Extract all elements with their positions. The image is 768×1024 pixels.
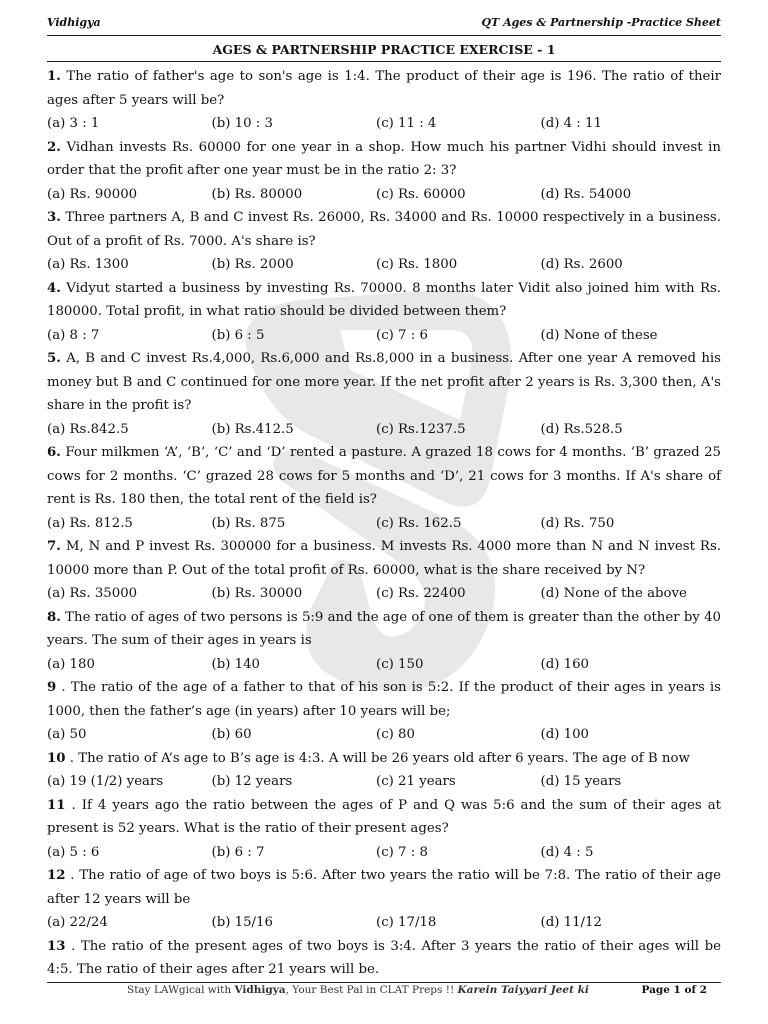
option-a: (a) 3 : 1 [47, 116, 100, 131]
options-row [47, 723, 721, 747]
option-a: (a) Rs. 812.5 [47, 515, 133, 531]
question-11 [47, 794, 721, 841]
option-b: (b) Rs. 875 [211, 515, 286, 531]
question-9 [47, 676, 721, 723]
question-number: 8. [47, 609, 61, 625]
option-d: (d) Rs.528.5 [540, 421, 623, 437]
question-text: The ratio of father's age to son's age is 1:4. The product of their age is 196. The ratio of their ages after 5 years will be? [47, 69, 721, 108]
option-b: (b) Rs.412.5 [211, 421, 294, 437]
header-brand: Vidhigya [47, 16, 101, 29]
option-a: (a) 5 : 6 [47, 844, 100, 860]
option-b: (b) Rs. 2000 [211, 257, 294, 272]
option-b: (b) 12 years [211, 774, 293, 789]
option-c: (c) 7 : 6 [376, 327, 428, 343]
question-text: . The ratio of A’s age to B’s age is 4:3. A will be 26 years old after 6 years. The age of B now [69, 750, 690, 766]
page-number: Page 1 of 2 [641, 984, 707, 996]
options-row [47, 324, 721, 348]
question-text: Vidhan invests Rs. 60000 for one year in a shop. How much his partner Vidhi should invest in order that the profit after one year must be in the ratio 2: 3? [47, 139, 721, 178]
question-text: Three partners A, B and C invest Rs. 26000, Rs. 34000 and Rs. 10000 respectively in a business. Out of a profit of Rs. 7000. A's share is? [47, 210, 721, 249]
question-text: Vidyut started a business by investing Rs. 70000. 8 months later Vidit also joined him with Rs. 180000. Total profit, in what ratio should be divided between them? [47, 280, 721, 319]
options-row [47, 911, 721, 935]
option-d: (d) 4 : 11 [540, 116, 602, 131]
option-d: (d) Rs. 2600 [540, 257, 623, 272]
options-row [47, 653, 721, 677]
question-number: 12 [47, 868, 66, 883]
option-a: (a) Rs. 1300 [47, 257, 129, 272]
option-c: (c) 11 : 4 [376, 116, 437, 131]
option-a: (a) 180 [47, 656, 95, 672]
question-number: 6. [47, 445, 61, 460]
footer-divider [47, 982, 721, 983]
question-text: The ratio of ages of two persons is 5:9 and the age of one of them is greater than the other by 40 years. The sum of their ages in years is [47, 609, 722, 648]
option-b: (b) Rs. 80000 [211, 186, 303, 202]
options-row [47, 582, 721, 606]
option-c: (c) 21 years [376, 774, 456, 789]
footer [47, 984, 721, 998]
option-a: (a) Rs. 90000 [47, 186, 138, 202]
question-13 [47, 935, 721, 982]
option-d: (d) None of the above [540, 586, 687, 601]
option-d: (d) Rs. 54000 [540, 186, 632, 202]
question-text: . The ratio of the age of a father to that of his son is 5:2. If the product of their ages in years is 1000, then the father’s age (in years) after 10 years will be; [47, 680, 721, 719]
option-b: (b) 15/16 [211, 915, 273, 930]
option-c: (c) Rs. 60000 [376, 186, 466, 202]
option-b: (b) 10 : 3 [211, 116, 273, 131]
options-row [47, 183, 721, 207]
page-title: AGES & PARTNERSHIP PRACTICE EXERCISE - 1 [212, 42, 556, 57]
option-a: (a) 8 : 7 [47, 327, 100, 343]
option-b: (b) 6 : 5 [211, 327, 265, 343]
question-5 [47, 347, 721, 418]
header-sheet-title: QT Ages & Partnership -Practice Sheet [481, 16, 721, 29]
option-c: (c) Rs. 1800 [376, 257, 458, 272]
option-a: (a) Rs. 35000 [47, 586, 138, 601]
footer-tag-brand: Vidhigya [234, 984, 286, 996]
footer-tag-middle: , Your Best Pal in CLAT Preps !! [285, 984, 458, 996]
question-text: A, B and C invest Rs.4,000, Rs.6,000 and Rs.8,000 in a business. After one year A removed his money but B and C continued for one more year. If the net profit after 2 years is Rs. 3,300 then, A's share in the profit is? [47, 351, 721, 413]
question-text: Four milkmen ‘A’, ‘B’, ‘C’ and ‘D’ rented a pasture. A grazed 18 cows for 4 months. ‘B’ grazed 25 cows for 2 months. ‘C’ grazed 28 cows for 5 months and ‘D’, 21 cows for 3 months. If A's share of rent is Rs. 180 then, the total rent of the field is? [47, 445, 721, 507]
question-6 [47, 441, 721, 512]
question-8 [47, 606, 721, 653]
question-number: 1. [47, 69, 61, 84]
option-c: (c) 7 : 8 [376, 844, 428, 860]
option-b: (b) 6 : 7 [211, 844, 265, 860]
option-b: (b) 60 [211, 727, 252, 742]
question-2 [47, 136, 721, 183]
option-c: (c) Rs.1237.5 [376, 421, 466, 437]
question-number: 11 [47, 797, 66, 813]
question-number: 4. [47, 280, 61, 296]
option-b: (b) 140 [211, 656, 260, 672]
title-divider [47, 61, 721, 62]
question-number: 9 [47, 680, 57, 695]
option-a: (a) 19 (1/2) years [47, 774, 164, 789]
question-number: 13 [47, 938, 66, 954]
option-d: (d) 100 [540, 727, 589, 742]
footer-tag-prefix: Stay LAWgical with [127, 984, 235, 996]
option-c: (c) Rs. 162.5 [376, 515, 462, 531]
option-a: (a) 50 [47, 727, 87, 742]
question-1 [47, 65, 721, 112]
option-d: (d) 15 years [540, 774, 622, 789]
options-row [47, 512, 721, 536]
options-row [47, 253, 721, 277]
question-3 [47, 206, 721, 253]
options-row [47, 770, 721, 794]
question-number: 7. [47, 539, 61, 554]
option-c: (c) 17/18 [376, 915, 437, 930]
options-row [47, 418, 721, 442]
question-7 [47, 535, 721, 582]
options-row [47, 112, 721, 136]
option-a: (a) Rs.842.5 [47, 421, 129, 437]
question-text: . The ratio of age of two boys is 5:6. After two years the ratio will be 7:8. The ratio of their age after 12 years will be [47, 868, 721, 907]
question-number: 5. [47, 351, 61, 366]
options-row [47, 841, 721, 865]
option-c: (c) 80 [376, 727, 415, 742]
option-b: (b) Rs. 30000 [211, 586, 303, 601]
question-number: 2. [47, 139, 61, 155]
option-d: (d) Rs. 750 [540, 515, 615, 531]
question-text: M, N and P invest Rs. 300000 for a business. M invests Rs. 4000 more than N and N invest Rs. 10000 more than P. Out of the total profit of Rs. 60000, what is the share received by N? [47, 539, 721, 578]
option-c: (c) 150 [376, 656, 424, 672]
footer-tagline [127, 984, 589, 996]
question-text: . If 4 years ago the ratio between the ages of P and Q was 5:6 and the sum of their ages at present is 52 years. What is the ratio of their present ages? [47, 797, 721, 836]
footer-tag-slogan: Karein Taiyyari Jeet ki [457, 984, 589, 996]
option-d: (d) 11/12 [540, 915, 602, 930]
option-c: (c) Rs. 22400 [376, 586, 466, 601]
question-list [47, 65, 721, 982]
option-d: (d) None of these [540, 327, 658, 343]
option-d: (d) 160 [540, 656, 589, 672]
option-d: (d) 4 : 5 [540, 844, 594, 860]
question-12 [47, 864, 721, 911]
question-4 [47, 277, 721, 324]
question-10 [47, 747, 721, 771]
question-text: . The ratio of the present ages of two boys is 3:4. After 3 years the ratio of their ages will be 4:5. The ratio of their ages after 21 years will be. [47, 938, 721, 977]
header-divider [47, 35, 721, 36]
question-number: 10 [47, 750, 66, 766]
question-number: 3. [47, 210, 61, 225]
option-a: (a) 22/24 [47, 915, 108, 930]
